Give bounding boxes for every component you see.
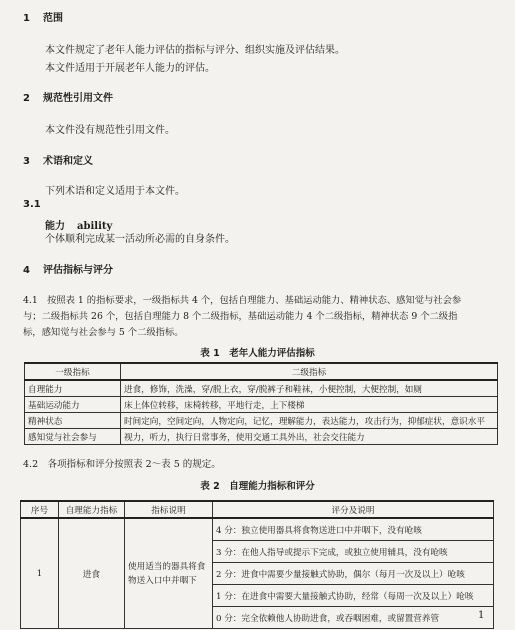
table-2-caption: 表 2 自理能力指标和评分 <box>200 481 315 492</box>
table-2 <box>20 500 494 629</box>
table-2-cell-item: 进食 <box>59 518 125 629</box>
table-1-cell-primary: 自理能力 <box>25 380 121 397</box>
table-1-cell-secondary: 进食，修饰，洗澡，穿/脱上衣，穿/脱裤子和鞋袜，小便控制，大便控制，如厕 <box>121 380 498 397</box>
section-4-heading <box>23 261 113 276</box>
section-3-para-1: 下列术语和定义适用于本文件。 <box>45 186 185 197</box>
clause-4-2: 4.2 各项指标和评分按照表 2～表 5 的规定。 <box>23 459 221 470</box>
table-2-score-3: 3 分：在他人指导或提示下完成，或独立使用辅具，没有呛咳 <box>213 541 494 563</box>
section-2-number: 2 <box>23 93 30 104</box>
section-1-para-1: 本文件规定了老年人能力评估的指标与评分、组织实施及评估结果。 <box>45 45 345 56</box>
section-1-number: 1 <box>23 13 30 24</box>
table-2-cell-no: 1 <box>21 518 59 629</box>
term-en: ability <box>77 221 113 232</box>
table-row <box>25 413 498 429</box>
table-2-header-item: 自理能力指标 <box>59 501 125 518</box>
subsection-3-1-number: 3.1 <box>23 199 41 210</box>
table-1-cell-primary: 感知觉与社会参与 <box>25 429 121 445</box>
section-3-heading <box>23 152 93 167</box>
clause-4-1-line-2: 与；二级指标共 26 个，包括自理能力 8 个二级指标，基础运动能力 4 个二级指标，精神状态 9 个二级指 <box>23 311 458 322</box>
section-4-title: 评估指标与评分 <box>42 265 113 276</box>
table-2-score-0: 0 分：完全依赖他人协助进食，或吞咽困难，或留置营养管 <box>213 607 494 629</box>
table-1-caption: 表 1 老年人能力评估指标 <box>200 348 315 359</box>
table-2-score-1: 1 分：在进食中需要大量接触式协助，经常（每周一次及以上）呛咳 <box>213 585 494 607</box>
section-3-title: 术语和定义 <box>42 156 93 167</box>
page-number: 1 <box>478 610 485 621</box>
table-row <box>21 518 494 541</box>
table-1-header-secondary: 二级指标 <box>121 363 498 380</box>
table-2-cell-desc <box>125 518 213 629</box>
section-1-heading <box>23 9 63 24</box>
table-1-header-row <box>25 363 498 380</box>
section-2-para-1: 本文件没有规范性引用文件。 <box>45 125 175 136</box>
table-row <box>25 380 498 397</box>
section-2-heading <box>23 89 113 104</box>
table-1-cell-primary: 基础运动能力 <box>25 397 121 413</box>
table-2-header-score: 评分及说明 <box>213 501 494 518</box>
table-2-header-row <box>21 501 494 518</box>
table-1-cell-primary: 精神状态 <box>25 413 121 429</box>
table-row <box>25 397 498 413</box>
clause-4-1-line-1: 4.1 按照表 1 的指标要求，一级指标共 4 个，包括自理能力、基础运动能力、精神状态、感知觉与社会参 <box>23 295 462 306</box>
table-2-header-no: 序号 <box>21 501 59 518</box>
section-3-number: 3 <box>23 156 30 167</box>
table-1 <box>24 362 498 445</box>
table-2-header-desc: 指标说明 <box>125 501 213 518</box>
table-1-header-primary: 一级指标 <box>25 363 121 380</box>
table-row <box>25 429 498 445</box>
section-1-title: 范围 <box>42 13 63 24</box>
table-1-cell-secondary: 视力，听力，执行日常事务，使用交通工具外出，社会交往能力 <box>121 429 498 445</box>
section-2-title: 规范性引用文件 <box>42 93 113 104</box>
table-1-cell-secondary: 时间定向，空间定向，人物定向，记忆，理解能力，表达能力，攻击行为，抑郁症状，意识水平 <box>121 413 498 429</box>
clause-4-1-line-3: 标，感知觉与社会参与 5 个二级指标。 <box>23 327 184 338</box>
term-cn: 能力 <box>45 221 65 232</box>
term-definition: 个体顺利完成某一活动所必需的自身条件。 <box>45 234 235 245</box>
section-1-para-2: 本文件适用于开展老年人能力的评估。 <box>45 63 215 74</box>
table-2-score-2: 2 分：进食中需要少量接触式协助，偶尔（每月一次及以上）呛咳 <box>213 563 494 585</box>
table-2-desc-text: 使用适当的器具将食物送入口中并咽下 <box>128 561 206 586</box>
section-4-number: 4 <box>23 265 30 276</box>
table-2-score-4: 4 分：独立使用器具将食物送进口中并咽下，没有呛咳 <box>213 518 494 541</box>
table-1-cell-secondary: 床上体位转移，床椅转移，平地行走，上下楼梯 <box>121 397 498 413</box>
